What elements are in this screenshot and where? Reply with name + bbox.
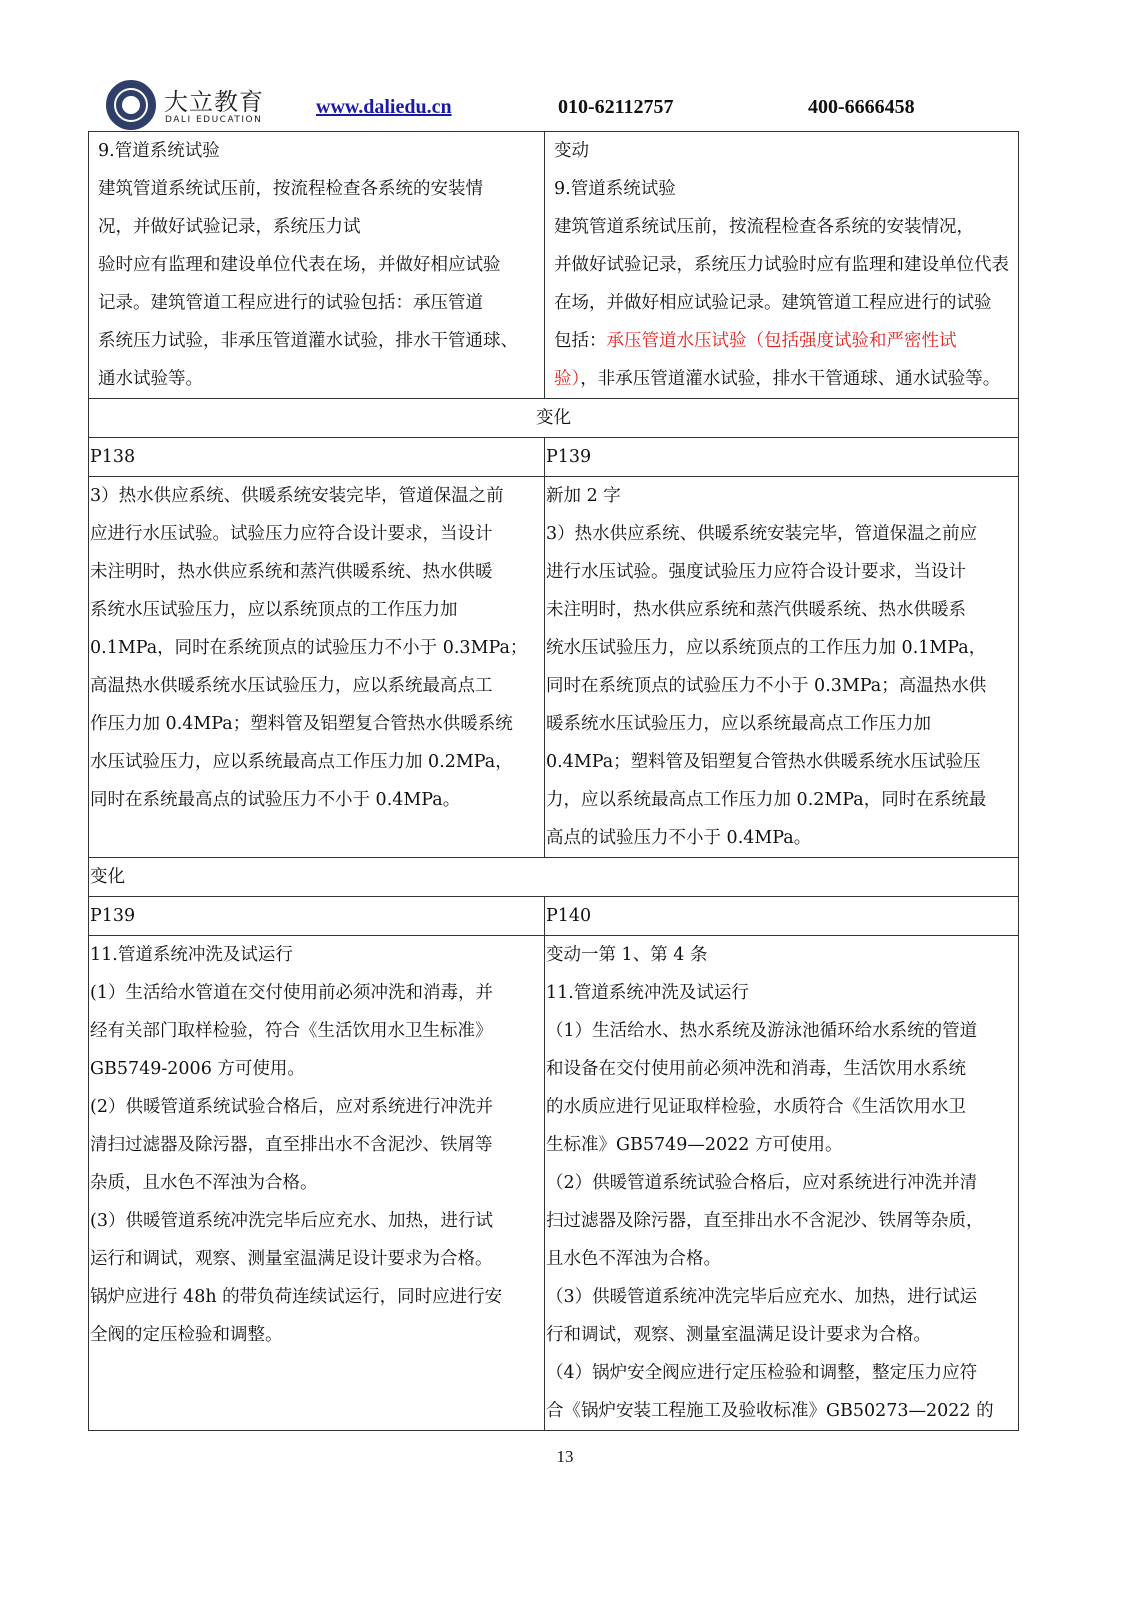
text-line: 锅炉应进行 48h 的带负荷连续试运行，同时应进行安 <box>90 1287 503 1307</box>
text-line: （3）供暖管道系统冲洗完毕后应充水、加热，进行试运 <box>546 1287 978 1307</box>
text-segment: 包括： <box>554 331 607 351</box>
new-text-cell <box>545 477 1019 858</box>
section-change-heading: 变化 <box>89 858 1019 897</box>
new-text-cell <box>545 936 1019 1431</box>
text-line: （2）供暖管道系统试验合格后，应对系统进行冲洗并清 <box>546 1173 978 1193</box>
text-line: 11.管道系统冲洗及试运行 <box>90 945 293 965</box>
text-line: 进行水压试验。强度试验压力应符合设计要求，当设计 <box>546 562 966 582</box>
page-number: 13 <box>556 1447 574 1466</box>
text-segment: ，非承压管道灌水试验，排水干管通球、通水试验等。 <box>580 369 1001 389</box>
new-page-ref: P140 <box>545 897 1019 936</box>
text-line <box>554 322 1012 360</box>
table-row <box>89 477 1019 858</box>
website-link[interactable]: www.daliedu.cn <box>316 96 452 118</box>
old-text-cell <box>89 477 545 858</box>
text-line: 全阀的定压检验和调整。 <box>90 1325 283 1345</box>
text-line: 系统压力试验，非承压管道灌水试验，排水干管通球、 <box>98 331 518 351</box>
text-line: (3）供暖管道系统冲洗完毕后应充水、加热，进行试 <box>90 1211 493 1231</box>
text-line: 同时在系统顶点的试验压力不小于 0.3MPa；高温热水供 <box>546 676 987 696</box>
comparison-table <box>88 131 1019 1431</box>
text-line: 未注明时，热水供应系统和蒸汽供暖系统、热水供暖 <box>90 562 493 582</box>
text-line: 力，应以系统最高点工作压力加 0.2MPa，同时在系统最 <box>546 790 987 810</box>
text-line: 生标准》GB5749—2022 方可使用。 <box>546 1135 843 1155</box>
text-line: 未注明时，热水供应系统和蒸汽供暖系统、热水供暖系 <box>546 600 966 620</box>
logo-chinese-name: 大立教育 <box>164 88 264 116</box>
table-row <box>89 897 1019 936</box>
change-type-label: 新加 2 字 <box>546 486 621 506</box>
text-line: 11.管道系统冲洗及试运行 <box>546 983 749 1003</box>
text-line: 在场，并做好相应试验记录。建筑管道工程应进行的试验 <box>554 293 992 313</box>
phone-number-1: 010-62112757 <box>558 96 674 118</box>
text-line: 建筑管道系统试压前，按流程检查各系统的安装情况， <box>554 217 974 237</box>
table-row <box>89 132 1019 399</box>
text-line: 0.1MPa，同时在系统顶点的试验压力不小于 0.3MPa； <box>90 638 528 658</box>
text-line: 杂质，且水色不浑浊为合格。 <box>90 1173 318 1193</box>
text-line: 系统水压试验压力，应以系统顶点的工作压力加 <box>90 600 458 620</box>
text-line: 且水色不浑浊为合格。 <box>546 1249 721 1269</box>
text-line: 暖系统水压试验压力，应以系统最高点工作压力加 <box>546 714 931 734</box>
text-line: 并做好试验记录，系统压力试验时应有监理和建设单位代表 <box>554 255 1009 275</box>
page-header <box>0 0 1130 130</box>
text-line: 的水质应进行见证取样检验，水质符合《生活饮用水卫 <box>546 1097 966 1117</box>
text-line: 0.4MPa；塑料管及铝塑复合管热水供暖系统水压试验压 <box>546 752 981 772</box>
new-text-cell <box>545 132 1019 399</box>
highlighted-change-text: 承压管道水压试验（包括强度试验和严密性试 <box>606 331 957 351</box>
text-line: 况，并做好试验记录，系统压力试 <box>98 217 361 237</box>
text-line: GB5749-2006 方可使用。 <box>90 1059 305 1079</box>
text-line: 3）热水供应系统、供暖系统安装完毕，管道保温之前应 <box>546 524 978 544</box>
text-line: 行和调试，观察、测量室温满足设计要求为合格。 <box>546 1325 931 1345</box>
text-line: 运行和调试，观察、测量室温满足设计要求为合格。 <box>90 1249 493 1269</box>
text-line: 作压力加 0.4MPa；塑料管及铝塑复合管热水供暖系统 <box>90 714 513 734</box>
text-line: 3）热水供应系统、供暖系统安装完毕，管道保温之前 <box>90 486 504 506</box>
section-change-heading: 变化 <box>89 399 1019 438</box>
text-line: 统水压试验压力，应以系统顶点的工作压力加 0.1MPa， <box>546 638 987 658</box>
text-line: 扫过滤器及除污器，直至排出水不含泥沙、铁屑等杂质， <box>546 1211 984 1231</box>
text-line <box>554 360 1012 398</box>
text-line: (1）生活给水管道在交付使用前必须冲洗和消毒，并 <box>90 983 493 1003</box>
text-line: 清扫过滤器及除污器，直至排出水不含泥沙、铁屑等 <box>90 1135 493 1155</box>
text-line: 记录。建筑管道工程应进行的试验包括：承压管道 <box>98 293 483 313</box>
text-line: 建筑管道系统试压前，按流程检查各系统的安装情 <box>98 179 483 199</box>
text-line: 应进行水压试验。试验压力应符合设计要求，当设计 <box>90 524 493 544</box>
phone-number-2: 400-6666458 <box>808 96 915 118</box>
text-line: 经有关部门取样检验，符合《生活饮用水卫生标准》 <box>90 1021 493 1041</box>
text-line: 同时在系统最高点的试验压力不小于 0.4MPa。 <box>90 790 461 810</box>
text-line: 高温热水供暖系统水压试验压力，应以系统最高点工 <box>90 676 493 696</box>
table-row <box>89 858 1019 897</box>
change-type-label: 变动 <box>554 141 589 161</box>
text-line: （4）锅炉安全阀应进行定压检验和调整，整定压力应符 <box>546 1363 978 1383</box>
logo-english-name: DALI EDUCATION <box>165 115 263 125</box>
highlighted-change-text: 验） <box>554 369 581 389</box>
text-line: 高点的试验压力不小于 0.4MPa。 <box>546 828 812 848</box>
text-line: 和设备在交付使用前必须冲洗和消毒，生活饮用水系统 <box>546 1059 966 1079</box>
dali-logo-seal-icon <box>106 80 156 130</box>
text-line: 验时应有监理和建设单位代表在场，并做好相应试验 <box>98 255 501 275</box>
old-text-cell <box>89 936 545 1431</box>
text-line: 通水试验等。 <box>98 369 203 389</box>
table-row <box>89 438 1019 477</box>
text-line: 9.管道系统试验 <box>554 179 676 199</box>
change-type-label: 变动一第 1、第 4 条 <box>546 945 708 965</box>
new-page-ref: P139 <box>545 438 1019 477</box>
old-page-ref: P138 <box>89 438 545 477</box>
text-line: 9.管道系统试验 <box>98 141 220 161</box>
text-line: （1）生活给水、热水系统及游泳池循环给水系统的管道 <box>546 1021 978 1041</box>
text-line: 水压试验压力，应以系统最高点工作压力加 0.2MPa， <box>90 752 513 772</box>
old-page-ref: P139 <box>89 897 545 936</box>
old-text-cell <box>89 132 545 399</box>
text-line: (2）供暖管道系统试验合格后，应对系统进行冲洗并 <box>90 1097 493 1117</box>
text-line: 合《锅炉安装工程施工及验收标准》GB50273—2022 的 <box>546 1401 994 1421</box>
table-row <box>89 399 1019 438</box>
table-row <box>89 936 1019 1431</box>
